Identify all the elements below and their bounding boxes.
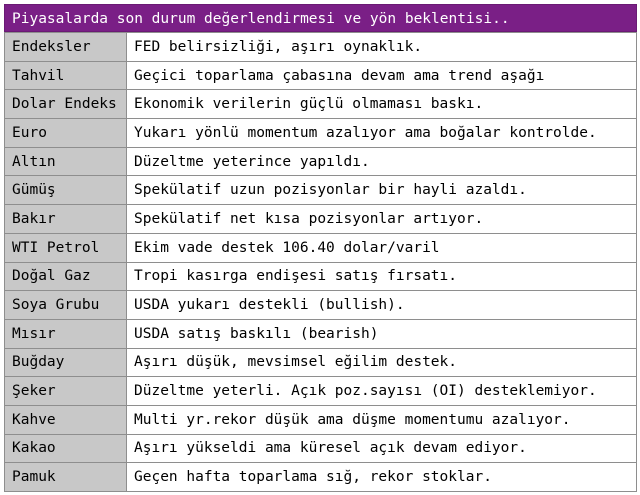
table-row xyxy=(5,434,637,463)
row-text: Tropi kasırga endişesi satış fırsatı. xyxy=(127,262,637,291)
table-row xyxy=(5,90,637,119)
table-row xyxy=(5,262,637,291)
market-outlook-table xyxy=(4,4,637,492)
row-label: Doğal Gaz xyxy=(5,262,127,291)
table-row xyxy=(5,319,637,348)
row-label: Bakır xyxy=(5,205,127,234)
row-label: Tahvil xyxy=(5,61,127,90)
row-label: Euro xyxy=(5,119,127,148)
row-label: Dolar Endeks xyxy=(5,90,127,119)
row-text: USDA yukarı destekli (bullish). xyxy=(127,291,637,320)
row-text: Spekülatif uzun pozisyonlar bir hayli azaldı. xyxy=(127,176,637,205)
table-title: Piyasalarda son durum değerlendirmesi ve yön beklentisi.. xyxy=(4,4,637,32)
table-row xyxy=(5,176,637,205)
row-text: Aşırı yükseldi ama küresel açık devam ediyor. xyxy=(127,434,637,463)
row-label: Altın xyxy=(5,147,127,176)
row-label: Endeksler xyxy=(5,33,127,62)
row-label: Soya Grubu xyxy=(5,291,127,320)
table-row xyxy=(5,348,637,377)
table-row xyxy=(5,119,637,148)
row-label: Kahve xyxy=(5,405,127,434)
row-label: Kakao xyxy=(5,434,127,463)
row-text: Düzeltme yeterli. Açık poz.sayısı (OI) desteklemiyor. xyxy=(127,377,637,406)
row-label: Mısır xyxy=(5,319,127,348)
row-label: Şeker xyxy=(5,377,127,406)
row-text: FED belirsizliği, aşırı oynaklık. xyxy=(127,33,637,62)
row-text: Ekonomik verilerin güçlü olmaması baskı. xyxy=(127,90,637,119)
outlook-grid xyxy=(4,32,637,492)
table-row xyxy=(5,377,637,406)
row-text: Aşırı düşük, mevsimsel eğilim destek. xyxy=(127,348,637,377)
row-text: Ekim vade destek 106.40 dolar/varil xyxy=(127,233,637,262)
row-text: Multi yr.rekor düşük ama düşme momentumu azalıyor. xyxy=(127,405,637,434)
row-label: Pamuk xyxy=(5,463,127,492)
table-row xyxy=(5,291,637,320)
table-row xyxy=(5,147,637,176)
row-label: Gümüş xyxy=(5,176,127,205)
table-row xyxy=(5,405,637,434)
table-row xyxy=(5,61,637,90)
table-row xyxy=(5,233,637,262)
row-text: Geçici toparlama çabasına devam ama trend aşağı xyxy=(127,61,637,90)
row-text: USDA satış baskılı (bearish) xyxy=(127,319,637,348)
row-text: Yukarı yönlü momentum azalıyor ama boğalar kontrolde. xyxy=(127,119,637,148)
table-row xyxy=(5,33,637,62)
row-text: Düzeltme yeterince yapıldı. xyxy=(127,147,637,176)
row-label: Buğday xyxy=(5,348,127,377)
row-text: Geçen hafta toparlama sığ, rekor stoklar. xyxy=(127,463,637,492)
table-row xyxy=(5,205,637,234)
table-row xyxy=(5,463,637,492)
row-text: Spekülatif net kısa pozisyonlar artıyor. xyxy=(127,205,637,234)
row-label: WTI Petrol xyxy=(5,233,127,262)
